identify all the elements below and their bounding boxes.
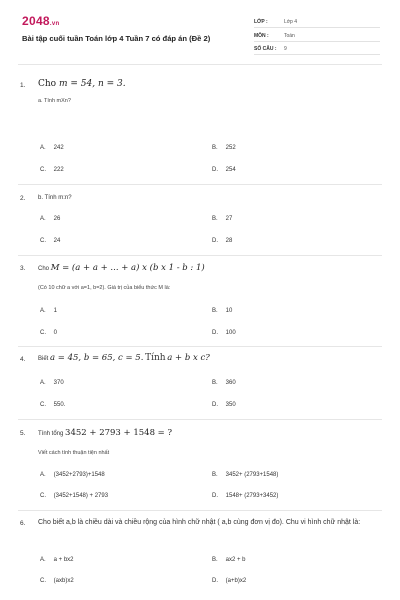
question-text: Tính tổng 3452 + 2793 + 1548 = ? (38, 428, 173, 438)
answer-option[interactable]: C. 24 (40, 238, 61, 244)
document-title: Bài tập cuối tuần Toán lớp 4 Tuần 7 có đáp án (Đề 2) (22, 34, 211, 43)
meta-question-count: SỐ CÂU : 9 (254, 43, 380, 55)
question-text: Biết a = 45, b = 65, c = 5. Tính a + b x c? (38, 353, 210, 363)
question-divider (18, 255, 382, 256)
answer-option[interactable]: C. (3452+1548) + 2793 (40, 493, 109, 499)
question-divider (18, 184, 382, 185)
question-text: Cho biết a,b là chiều dài và chiều rộng của hình chữ nhật ( a,b cùng đơn vị đo). Chu vi hình chữ nhật là: (38, 519, 361, 526)
question-subtext: a. Tính mXn? (38, 98, 71, 104)
question-number: 5. (20, 430, 26, 437)
answer-option[interactable]: B. ax2 + b (212, 557, 246, 563)
answer-option[interactable]: D. 1548+ (2793+3452) (212, 493, 279, 499)
question-text: Cho M = (a + a + ... + a) x (b x 1 - b : 1) (38, 263, 205, 273)
answer-option[interactable]: D. 254 (212, 167, 236, 173)
answer-option[interactable]: C. 0 (40, 330, 58, 336)
question-text: Cho m = 54, n = 3. (38, 79, 126, 89)
answer-option[interactable]: B. 360 (212, 380, 236, 386)
answer-option[interactable]: A. 26 (40, 216, 61, 222)
question-number: 2. (20, 195, 26, 202)
answer-option[interactable]: B. 252 (212, 145, 236, 151)
answer-option[interactable]: B. 10 (212, 308, 233, 314)
question-divider (18, 510, 382, 511)
answer-option[interactable]: A. 1 (40, 308, 58, 314)
answer-option[interactable]: B. 27 (212, 216, 233, 222)
answer-option[interactable]: A. 370 (40, 380, 64, 386)
answer-option[interactable]: B. 3452+ (2793+1548) (212, 472, 279, 478)
meta-class: LỚP : Lớp 4 (254, 16, 380, 28)
answer-option[interactable]: D. (a+b)x2 (212, 578, 247, 584)
answer-option[interactable]: D. 350 (212, 402, 236, 408)
answer-option[interactable]: A. a + bx2 (40, 557, 74, 563)
question-subtext: Viết cách tính thuận tiện nhất (38, 450, 110, 456)
answer-option[interactable]: D. 100 (212, 330, 236, 336)
answer-option[interactable]: A. (3452+2793)+1548 (40, 472, 105, 478)
answer-option[interactable]: C. (axb)x2 (40, 578, 74, 584)
header-divider (18, 64, 382, 65)
question-number: 6. (20, 520, 26, 527)
question-divider (18, 419, 382, 420)
question-number: 3. (20, 265, 26, 272)
question-subtext: (Có 10 chữ a với a=1, b=2). Giá trị của biểu thức M là: (38, 285, 171, 291)
answer-option[interactable]: D. 28 (212, 238, 233, 244)
site-logo[interactable]: 2048.vn (22, 14, 60, 28)
answer-option[interactable]: C. 222 (40, 167, 64, 173)
answer-option[interactable]: A. 242 (40, 145, 64, 151)
document-header (0, 0, 400, 62)
question-text: b. Tính m:n? (38, 195, 72, 201)
question-divider (18, 346, 382, 347)
answer-option[interactable]: C. 550. (40, 402, 66, 408)
meta-subject: MÔN : Toán (254, 30, 380, 42)
question-number: 4. (20, 356, 26, 363)
question-number: 1. (20, 82, 26, 89)
